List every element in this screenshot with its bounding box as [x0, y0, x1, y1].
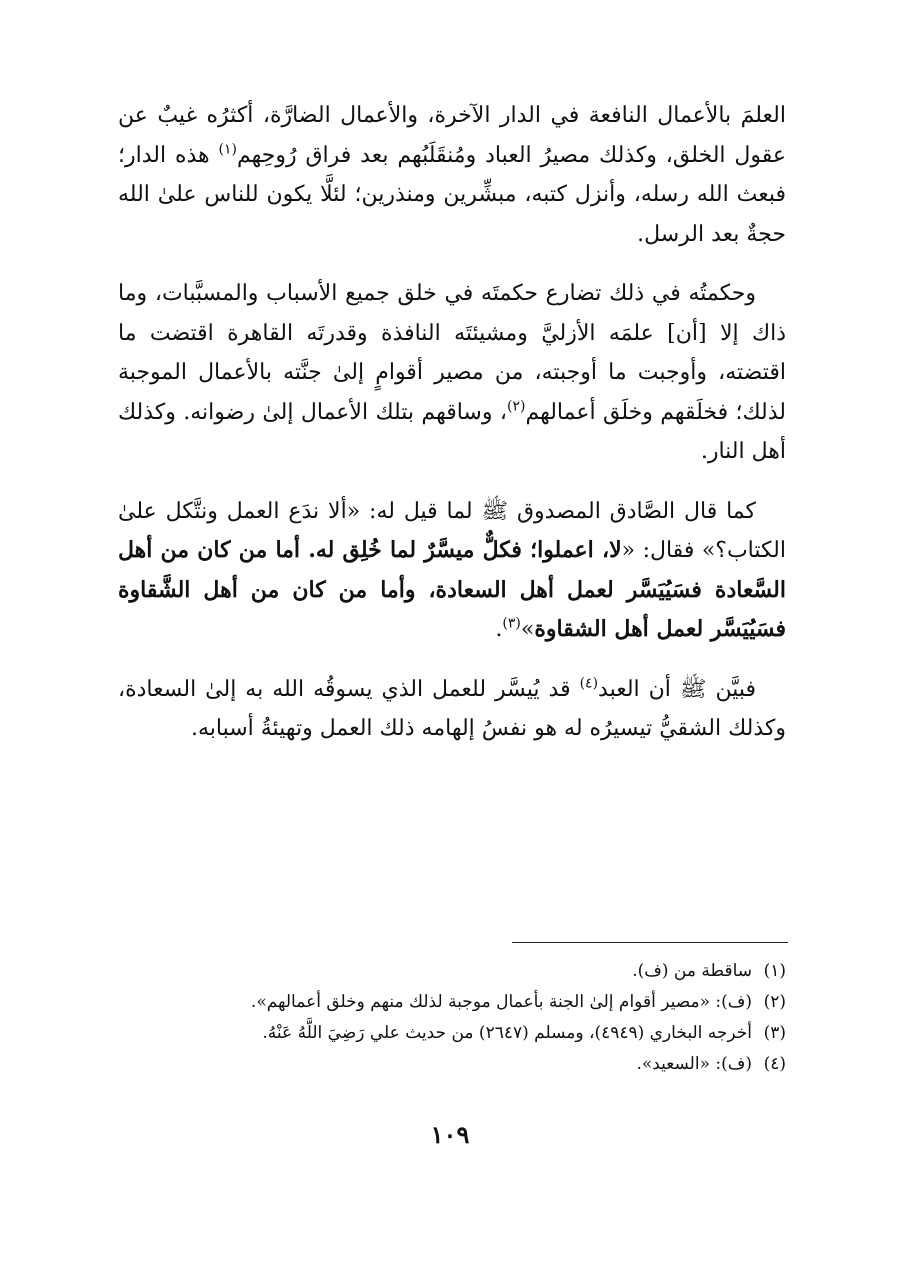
footnote-text: أخرجه البخاري (٤٩٤٩)، ومسلم (٢٦٤٧) من حديث علي رَضِيَ اللَّهُ عَنْهُ. — [262, 1023, 752, 1043]
footnote-4 — [118, 1049, 786, 1080]
paragraph-1-text-a: العلمَ بالأعمال النافعة في الدار الآخرة، والأعمال الضارَّة، أكثرُه غيبٌ عن عقول الخلق، وكذلك مصيرُ العباد ومُنقَلَبُهم بعد فراق رُوحِهم — [118, 103, 786, 168]
hadith-quote: لا، اعملوا؛ فكلٌّ ميسَّرٌ لما خُلِق له. أما من كان من أهل السَّعادة فسَيُيَسَّر لعمل أهل السعادة، وأما من كان من أهل الشَّقاوة فسَيُيَسَّر لعمل أهل الشقاوة — [118, 537, 786, 642]
footnote-1 — [118, 956, 786, 987]
footnote-ref-1: (١) — [218, 141, 237, 158]
paragraph-2 — [118, 274, 786, 472]
paragraph-4-text-b: قد يُيسَّر للعمل الذي يسوقُه الله به إلىٰ السعادة، وكذلك الشقيُّ تيسيرُه له هو نفسُ إلهامه ذلك العمل وتهيئةُ أسبابه. — [118, 676, 786, 741]
paragraph-4-text-a: فبيَّن ﷺ أن العبد — [598, 676, 756, 702]
footnote-2 — [118, 987, 786, 1018]
paragraph-2-text-a: وحكمتُه في ذلك تضارع حكمتَه في خلق جميع الأسباب والمسبَّبات، وما ذاك إلا [أن] علمَه الأزليَّ ومشيئتَه النافذة وقدرتَه القاهرة اقتضت ما اقتضته، وأوجبت ما أوجبته، من مصير أقوامٍ إلىٰ جنَّته بالأعمال الموجبة لذلك؛ فخلَقهم وخلَق أعمالهم — [118, 281, 786, 425]
footnote-3 — [118, 1018, 786, 1049]
footnote-ref-3: (٣) — [502, 615, 521, 632]
paragraph-1-text-b: هذه الدار؛ فبعث الله رسله، وأنزل كتبه، مبشِّرين ومنذرين؛ لئلَّا يكون للناس علىٰ الله حجةٌ بعد الرسل. — [118, 142, 787, 247]
footnote-number: (١) — [763, 961, 786, 981]
footnote-text: (ف): «مصير أقوام إلىٰ الجنة بأعمال موجبة لذلك منهم وخلق أعمالهم». — [250, 992, 752, 1012]
paragraph-4 — [118, 670, 786, 749]
main-text — [118, 96, 786, 769]
paragraph-3 — [118, 492, 786, 650]
footnote-text: ساقطة من (ف). — [632, 961, 752, 981]
footnote-text: (ف): «السعيد». — [636, 1054, 752, 1074]
paragraph-2-text-b: ، وساقهم بتلك الأعمال إلىٰ رضوانه. وكذلك أهل النار. — [118, 399, 786, 464]
footnote-ref-2: (٢) — [506, 398, 526, 415]
page-number: ١٠٩ — [430, 1120, 470, 1149]
footnote-number: (٢) — [763, 992, 786, 1012]
footnote-separator — [512, 942, 788, 943]
footnote-number: (٣) — [763, 1023, 786, 1043]
paragraph-3-end: . — [495, 617, 503, 642]
footnote-number: (٤) — [763, 1054, 786, 1074]
footnote-ref-4: (٤) — [579, 675, 599, 692]
footnotes — [118, 956, 786, 1080]
paragraph-1 — [118, 96, 786, 254]
paragraph-3-text-a: كما قال الصَّادق المصدوق ﷺ لما قيل له: «ألا ندَع العمل ونتَّكل علىٰ الكتاب؟» فقال: « — [118, 498, 786, 563]
quote-close: » — [520, 617, 535, 642]
